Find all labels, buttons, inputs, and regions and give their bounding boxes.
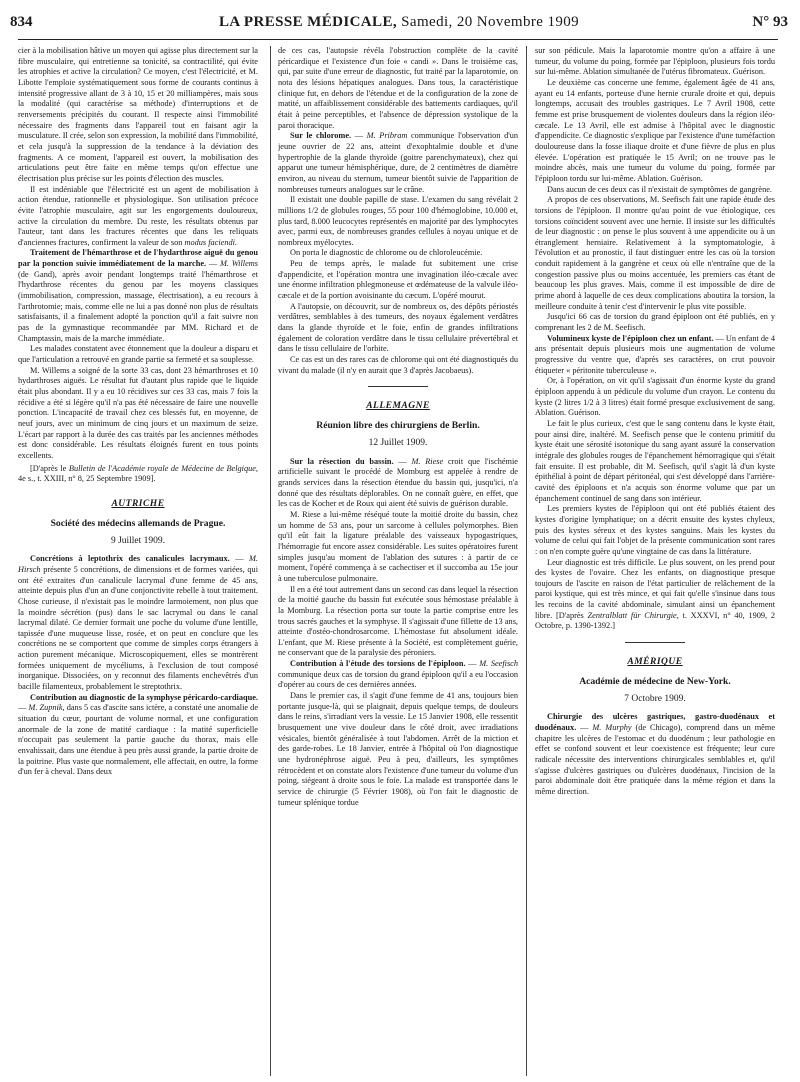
article-paragraph: Concrétions à leptothrix des canalicules lacrymaux. — M. Hirsch présente 5 concrétions, de dimensions et de formes variées, qui ont été extraites d'un canalicule lacrymal d'une femme de 45 ans, atteinte depuis plus d'un an d'une conjonctivite rebelle à tout traitement. Chose curieuse, il n'existait pas le moindre larmoiement, non plus que la moindre sécrétion (pus) dans le sac lacrymal ou dans le canal lacrymal dilaté. Ce dernier formait une poche du volume d'une lentille, tapissée d'une muqueuse lisse, rosée, et on peut en conclure que les concrétions ne se comportent que comme de simples corps étrangers à action purement mécanique. Microscopiquement, elles se montrèrent formées uniquement de mycéliums, à l'exclusion de tout composé inorganique. Dissociées, on y reconnut des filaments enchevêtrés d'un bacille filamenteux, probablement le streptothrix. (18, 554, 258, 692)
paragraph: de ces cas, l'autopsie révéla l'obstruction complète de la cavité péricardique et l'existence d'un foie « candi ». Dans le troisième cas, qui, par suite d'une erreur de diagnostic, fut traité par la laparotomie, on nota des lésions hépatiques analogues. Dans tous, la caractéristique clinique fut, en dehors de l'étendue et de la configuration de la zone de matité, un affaiblissement considérable des battements cardiaques, qu'il était à peine perceptibles, et l'absence de dépression systolique de la paroi thoracique. (278, 46, 518, 130)
society-heading: Société des médecins allemands de Prague. (50, 517, 226, 529)
page-header (10, 14, 788, 34)
country-heading: AMÉRIQUE (627, 657, 683, 668)
paragraph: Il est indéniable que l'électricité est un agent de mobilisation à action étendue, rationnelle et physiologique. Son utilisation précoce évite l'atrophie musculaire, agit sur les engorgements douloureux, active la circulation du membre. Du reste, les résultats obtenus par l'auteur, tant dans les fractures récentes que dans les reliquats d'anciennes fractures, confirment la valeur de son modus faciendi. (18, 184, 258, 247)
column-divider (526, 46, 527, 1076)
running-title (10, 14, 788, 31)
article-paragraph: Volumineux kyste de l'épiploon chez un enfant. — Un enfant de 4 ans présentait depuis plusieurs mois une augmentation de volume progressive du ventre que, d'après ses caractères, on crut pouvoir étiqueter « péritonite tuberculeuse ». (535, 333, 775, 375)
issue-number: N° 93 (752, 14, 788, 30)
paragraph: Or, à l'opération, on vit qu'il s'agissait d'un énorme kyste du grand épiploon appendu à un pédicule du volume d'un crayon. Le contenu du kyste (2 litres 1/2 à 3 litres) était formé presque exclusivement de sang. Ablation. Guérison. (535, 376, 775, 418)
article-author: M. Seefisch (479, 659, 518, 669)
society-heading: Académie de médecine de New-York. (579, 675, 731, 687)
paragraph: Ce cas est un des rares cas de chlorome qui ont été diagnostiqués du vivant du malade (il n'y en aurait que 3 d'après Jacobaeus). (278, 355, 518, 375)
paragraph: M. Riese a lui-même réséqué toute la moitié droite du bassin, chez un homme de 53 ans, pour un sarcome à cellules polymorphes. Bien qu'il eût fait la ligature préalable des vaisseaux hypogastriques, l'hémorragie fut encore assez considérable. Les suites opératoires furent simples jusqu'au moment de l'ablation des sutures : à partir de ce moment, l'opéré commença à se cachectiser et il succomba au 15e jour à une tuberculose pulmonaire. (278, 509, 518, 583)
source-reference: [D'après le Bulletin de l'Académie royale de Médecine de Belgique, 4e s., t. XXIII, n° 8, 25 Septembre 1909]. (18, 463, 258, 484)
paragraph: Le deuxième cas concerne une femme, également âgée de 41 ans, ayant eu 14 enfants, porteuse d'une hernie crurale droite et qui, depuis longtemps, accusait des troubles gastriques. Le 7 Avril 1908, cette femme est prise brusquement de violentes douleurs dans la région iléo-cæcale. Le 13 Avril, elle est admise à l'hôpital avec le diagnostic d'appendicite. Ce diagnostic s'explique par l'existence d'une tuméfaction douloureuse dans la fosse iliaque droite et d'une fièvre de plus en plus élevée. L'opération est pratiquée le 15 Avril; on ne trouve pas le moindre abcès, mais une tumeur du volume du poing, formée par l'épiploon tordu sur lui-même. Ablation. Guérison. (535, 77, 775, 183)
paragraph: A l'autopsie, on découvrit, sur de nombreux os, des dépôts périostés verdâtres, semblables à des tumeurs, des noyaux également verdâtres dans la glande thyroïde et le foie, enfin de grandes infiltrations également de coloration verdâtre dans le tissu cellulaire prévertébral et dans le tissu cellulaire de l'orbite. (278, 301, 518, 354)
article-title: Sur la résection du bassin. (290, 456, 394, 466)
article-paragraph: Sur le chlorome. — M. Pribram communique l'observation d'un jeune ouvrier de 22 ans, atteint d'exophtalmie double et d'une hypertrophie de la glande thyroïde (goitre parenchymateux), chez qui apparut une tumeur hémisphérique, dure, de 2 centimètres de diamètre environ, au niveau du sternum, tumeur bientôt suivie de l'apparition de nombreuses tumeurs analogues sur le crâne. (278, 131, 518, 194)
article-title: Concrétions à leptothrix des canalicules lacrymaux. (30, 554, 230, 564)
page-number: 834 (10, 14, 33, 30)
country-heading: ALLEMAGNE (366, 401, 430, 412)
article-title: Chirurgie des ulcères gastriques, gastro-duodénaux et duodénaux. (535, 712, 775, 733)
paragraph: M. Willems a soigné de la sorte 33 cas, dont 23 hémarthroses et 10 hydarthroses aiguës. Le résultat fut d'autant plus rapide que le liquide était plus abondant. Il y a eu 10 récidives sur ces 33 cas, mais 7 fois la récidive a été si légère qu'il n'a pas été nécessaire de faire une nouvelle ponction. L'incapacité de travail chez ces blessés fut, en moyenne, de neuf jours, avec un minimum de cinq jours et un maximum de seize. L'écart par rapport à la durée des cas traités par les anciennes méthodes est donc considérable. Les résultats éloignés furent en tous points excellents. (18, 365, 258, 460)
paragraph: Le fait le plus curieux, c'est que le sang contenu dans le kyste était, pour ainsi dire, inaltéré. M. Seefisch pense que le contenu primitif du kyste était une sérosité isotonique du sang ayant assuré la conservation intégrale des globules rouges de l'épanchement hémorragique qui s'était fait ensuite. Il est probable, dit M. Seefisch, qu'il s'agit là d'un kyste épithélial à point de départ péritonéal, qui s'est développé dans l'arrière-cavité des épiploons et n'a acquis son énorme volume que par un épanchement continuel de sang dans son intérieur. (535, 418, 775, 503)
session-date: 12 Juillet 1909. (368, 438, 428, 448)
paragraph: Les malades constatent avec étonnement que la douleur a disparu et que l'articulation a retrouvé en grande partie sa fermeté et sa souplesse. (18, 344, 258, 365)
source-reference: [D'après Zentralblatt für Chirurgie, t. XXXVI, n° 40, 1909, 2 Octobre, p. 1390-1392.] (535, 610, 775, 631)
paragraph: A propos de ces observations, M. Seefisch fait une rapide étude des torsions de l'épiploon. Il montre qu'au point de vue étiologique, ces torsions coïncident souvent avec une hernie. Il insiste sur les difficultés de leur diagnostic : on pense le plus souvent à une appendicite ou à un étranglement herniaire. Relativement à la symptomatologie, à l'évolution et au pronostic, il faut distinguer entre les cas où la torsion conduit rapidement à la gangrène et ceux où elle n'entraîne que de la congestion passive plus ou moins accentuée, les premiers cas étant de beaucoup les plus graves. Mais, comme il est impossible de dire de prime abord à laquelle de ces deux complications aboutira la torsion, la meilleure conduite à tenir c'est d'intervenir le plus vite possible. (535, 195, 775, 311)
paragraph: Dans le premier cas, il s'agit d'une femme de 41 ans, toujours bien portante jusque-là, qui se plaignait, depuis quelque temps, de douleurs dans le reins, s'irradiant vers la vessie. Le 15 Janvier 1908, elle ressentit brusquement une vive douleur dans le côté droit, avec irradiations vésicales, bientôt généralisée à tout l'abdomen. Arrêt de la miction et des garde-robes. Le 18 Janvier, entrée à l'hôpital où l'on diagnostique une hydronéphrose aiguë. Peu à peu, d'ailleurs, les symptômes rétrocèdent et on constate alors l'existence d'une tumeur du volume d'un poing, siégeant à droite sous le foie. La malade est transportée dans le service de chirurgie (5 Février 1908), où l'on fait le diagnostic de tumeur splénique tordue (278, 691, 518, 807)
column-right (535, 46, 775, 1076)
header-rule (18, 39, 778, 40)
paragraph: On porta le diagnostic de chlorome ou de chloroleucémie. (290, 248, 483, 258)
section-separator (625, 642, 685, 643)
article-author: M. Willems (219, 259, 258, 269)
article-paragraph: Contribution au diagnostic de la symphyse péricardo-cardiaque. — M. Zupnik, dans 5 cas d'ascite sans ictère, a constaté une anomalie de situation du cœur, pourtant de volume normal, et une configuration anormale de la zone de matité cardiaque : la matité superficielle n'occupait pas seulement la partie gauche du thorax, mais elle envahissait, dans une étendue à peu près aussi grande, la partie droite de la poitrine. Plus vaste que normalement, elle affectait, en outre, la forme d'un fer à cheval. Dans deux (18, 692, 258, 777)
article-paragraph: Sur la résection du bassin. — M. Riese croit que l'ischémie artificielle suivant le procédé de Momburg est appelée à rendre de grands services dans la résection étendue du bassin qui, jusqu'ici, n'a donné que des résultats déplorables. On ne connaît guère, en effet, que les cas de Kocher et de Roux qui aient été suivis de guérison durable. (278, 456, 518, 509)
paragraph: Jusqu'ici 66 cas de torsion du grand épiploon ont été publiés, en y comprenant les 2 de M. Seefisch. (535, 312, 775, 333)
paragraph: sur son pédicule. Mais la laparotomie montre qu'on a affaire à une tumeur, du volume du poing, formée par l'épiploon, plusieurs fois tordu sur lui-même. Ablation simultanée de l'utérus fibromateux. Guérison. (535, 46, 775, 77)
article-paragraph: Traitement de l'hémarthrose et de l'hydarthrose aiguë du genou par la ponction suivie immédiatement de la marche. — M. Willems (de Gand), après avoir pendant longtemps traité l'hémarthrose et l'hydarthrose récentes du genou par les moyens classiques (immobilisation, compression, massage, électrisation), a eu recours à l'arthrotomie; mais, comme elle ne lui a pas donné non plus de résultats satisfaisants, il a finalement adopté la ponction qu'il a fait suivre non pas de la gymnastique recommandée par MM. Richard et de Champtassin, mais de la marche immédiate. (18, 248, 258, 343)
article-title: Sur le chlorome. (290, 131, 352, 141)
paragraph: Les premiers kystes de l'épiploon qui ont été publiés étaient des kystes d'origine lymphatique; on a décrit ensuite des kystes chyleux, puis des kystes séreux et des kystes sanguins. Mais les kystes du volume de celui qui fait l'objet de la présente communication sont rares : on n'en compte guère qu'une vingtaine de cas dans la littérature. (535, 504, 775, 556)
article-author: M. Hirsch (18, 554, 258, 574)
paragraph: Il existait une double papille de stase. L'examen du sang révélait 2 millions 1/2 de globules rouges, 55 pour 100 d'hémoglobine, 10.000 et, plus tard, 8.000 leucocytes représentés en majorité par des lymphocytes avec, parmi eux, de nombreuses grandes cellules à noyau unique et de nombreux myélocytes. (278, 195, 518, 247)
article-title: Contribution à l'étude des torsions de l'épiploon. (290, 659, 466, 669)
journal-name: LA PRESSE MÉDICALE, (218, 14, 397, 30)
article-paragraph: Contribution à l'étude des torsions de l'épiploon. — M. Seefisch communique deux cas de torsion du grand épiploon qu'il a eu l'occasion d'opérer au cours de ces dernières années. (278, 659, 518, 690)
paragraph: Dans aucun de ces deux cas il n'existait de symptômes de gangrène. (547, 184, 772, 194)
article-title: Volumineux kyste de l'épiploon chez un enfant. (547, 333, 714, 343)
article-author: M. Zupnik, (28, 703, 65, 713)
article-author: M. Murphy (592, 723, 632, 733)
article-paragraph: Chirurgie des ulcères gastriques, gastro-duodénaux et duodénaux. — M. Murphy (de Chicago), comprend dans un même chapitre les ulcères de l'estomac et du duodénum ; leur pathologie en effet se confond souvent et leur coexistence est fréquente; leur cure radicale nécessite des interventions chirurgicales semblables et, qu'il s'agisse d'ulcères gastriques ou d'ulcères duodénaux, l'incision de la paroi abdominale doit être pratiquée dans la même région et dans la même direction. (535, 712, 775, 796)
column-left (18, 46, 258, 1076)
article-title: Traitement de l'hémarthrose et de l'hydarthrose aiguë du genou par la ponction suivie immédiatement de la marche. (18, 248, 258, 269)
session-date: 7 Octobre 1909. (624, 693, 686, 704)
country-heading: AUTRICHE (111, 498, 165, 509)
session-date: 9 Juillet 1909. (110, 535, 166, 546)
article-author: M. Riese (411, 456, 444, 466)
issue-date: Samedi, 20 Novembre 1909 (401, 14, 580, 30)
paragraph: Peu de temps après, le malade fut subitement une crise d'appendicite, et l'opération montra une invagination iléo-cæcale avec une énorme infiltration phlegmoneuse et œdémateuse de la valvule iléo-cæcale et de la portion avoisinante du cæcum. L'opéré mourut. (278, 259, 518, 301)
society-heading: Réunion libre des chirurgiens de Berlin. (316, 420, 480, 431)
article-author: M. Pribram (366, 131, 408, 141)
article-title: Contribution au diagnostic de la symphyse péricardo-cardiaque. (30, 692, 258, 702)
column-middle (278, 46, 518, 1076)
paragraph: cier à la mobilisation hâtive un moyen qui agisse plus directement sur la fibre musculaire, qui entretienne sa tonicité, sa contractilité, qui évite les atrophies et active la circulation? Ce moyen, c'est l'électricité, et M. Libotte l'emploie systématiquement sous forme de courants continus à intensité progressive allant de 3 à 10, 15 et 20 milliampères, mais sous la modalité (qui caractérise sa méthode) d'interruptions et de renversements précipités du courant. Il respecte ainsi l'immobilité nécessaire des fragments dans l'appareil tout en faisant agir la musculature. Il crée, selon son expression, la mobilité dans l'immobilité, et cela jusqu'à la suppression de la tendance à la déviation des fragments. A ce moment, l'appareil est ouvert, la mobilisation des articulations peut être faite en même temps qu'on effectue une électrisation plus précise sur les points d'élection des muscles. (18, 46, 258, 183)
column-divider (270, 46, 271, 1076)
paragraph: Il en a été tout autrement dans un second cas dans lequel la résection de la moitié gauche du bassin fut exécutée sous hémostase préalable à la Momburg. La résection porta sur toute la partie comprise entre les trous sacrés gauches et la symphyse. Il s'agissait d'une fillette de 13 ans, atteinte d'ostéo-chondrosarcome. L'hémostase fut absolument idéale. L'enfant, que M. Riese présente à la Société, est complètement guérie, ne conservant que de la paralysie des péroniers. (278, 584, 518, 658)
section-separator (368, 386, 428, 387)
paragraph: Leur diagnostic est très difficile. Le plus souvent, on les prend pour des kystes de l'ovaire. Chez les enfants, on diagnostique presque toujours de l'ascite en raison de l'état particulier de relâchement de la paroi kystique, qui est très mince, et qui fait qu'elle s'insinue dans tous les recoins de la cavité abdominale, simulant ainsi un épanchement libre. [D'après Zentralblatt für Chirurgie, t. XXXVI, n° 40, 1909, 2 Octobre, p. 1390-1392.] (535, 557, 775, 631)
